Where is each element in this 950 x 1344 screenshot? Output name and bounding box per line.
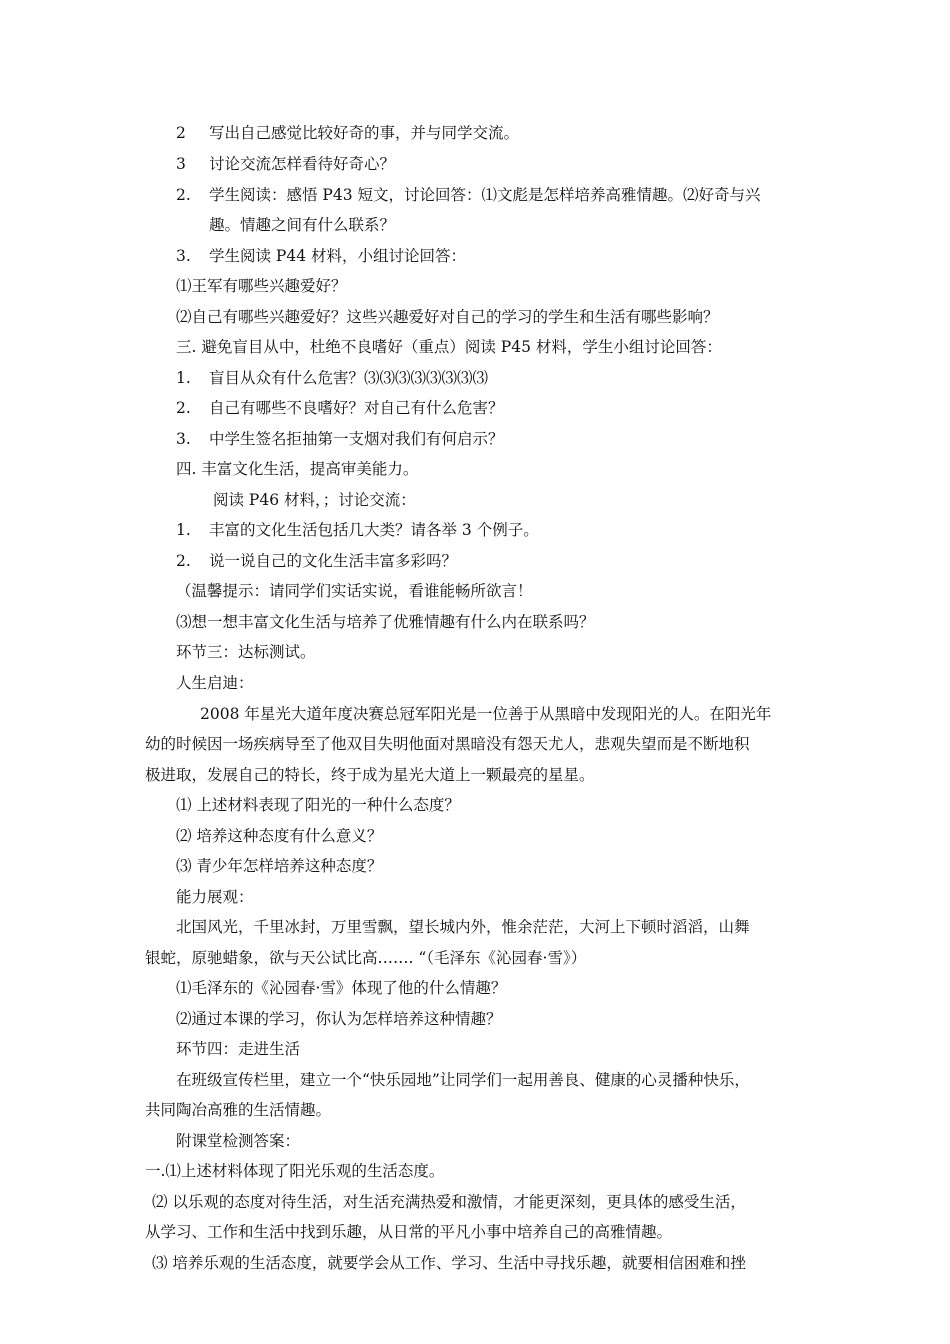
question-line: ⑵通过本课的学习，你认为怎样培养这种情趣？ <box>176 1010 502 1028</box>
text-line: 阅读 P46 材料，；讨论交流： <box>213 491 416 509</box>
list-item: 3. 学生阅读 P44 材料，小组讨论回答： <box>176 247 467 265</box>
text-line: ⑶想一想丰富文化生活与培养了优雅情趣有什么内在联系吗？ <box>176 613 595 631</box>
answer-line: 一.⑴上述材料体现了阳光乐观的生活态度。 <box>145 1162 445 1180</box>
text-line: ⑴王军有哪些兴趣爱好？ <box>176 277 347 295</box>
section-heading: 四. 丰富文化生活，提高审美能力。 <box>176 460 419 478</box>
subheading: 人生启迪： <box>176 674 254 692</box>
paragraph-line: 共同陶冶高雅的生活情趣。 <box>145 1101 332 1119</box>
question-line: ⑴毛泽东的《沁园春·雪》体现了他的什么情趣？ <box>176 979 507 997</box>
question-line: ⑶ 青少年怎样培养这种态度？ <box>176 857 383 875</box>
answer-line: ⑶ 培养乐观的生活态度，就要学会从工作、学习、生活中寻找乐趣，就要相信困难和挫 <box>152 1254 746 1272</box>
paragraph-line: 幼的时候因一场疾病导至了他双目失明他面对黑暗没有怨天尤人，悲观失望而是不断地积 <box>145 735 750 753</box>
text-line: ⑵自己有哪些兴趣爱好？这些兴趣爱好对自己的学习的学生和生活有哪些影响？ <box>176 308 719 326</box>
question-line: ⑵ 培养这种态度有什么意义？ <box>176 827 383 845</box>
answer-line: 从学习、工作和生活中找到乐趣，从日常的平凡小事中培养自己的高雅情趣。 <box>145 1223 673 1241</box>
text-line: （温馨提示：请同学们实话实说，看谁能畅所欲言！ <box>176 582 533 600</box>
paragraph-line: 银蛇，原驰蜡象，欲与天公试比高……. “（毛泽东《沁园春·雪》） <box>145 949 587 967</box>
list-item: 1. 盲目从众有什么危害？⑶⑶⑶⑶⑶⑶⑶⑶ <box>176 369 489 387</box>
paragraph-line: 在班级宣传栏里，建立一个“快乐园地”让同学们一起用善良、健康的心灵播种快乐， <box>176 1071 750 1089</box>
question-line: ⑴ 上述材料表现了阳光的一种什么态度？ <box>176 796 460 814</box>
paragraph-line: 2008 年星光大道年度决赛总冠军阳光是一位善于从黑暗中发现阳光的人。在阳光年 <box>200 705 772 723</box>
paragraph-line: 极进取，发展自己的特长，终于成为星光大道上一颗最亮的星星。 <box>145 766 595 784</box>
list-item: 3. 中学生签名拒抽第一支烟对我们有何启示？ <box>176 430 504 448</box>
list-item: 3 讨论交流怎样看待好奇心？ <box>176 155 396 173</box>
list-item: 2. 自己有哪些不良嗜好？对自己有什么危害？ <box>176 399 504 417</box>
section-heading: 环节三：达标测试。 <box>176 643 316 661</box>
subheading: 附课堂检测答案： <box>176 1132 301 1150</box>
section-heading: 三. 避免盲目从中，杜绝不良嗜好（重点）阅读 P45 材料，学生小组讨论回答： <box>176 338 722 356</box>
list-item: 2 写出自己感觉比较好奇的事，并与同学交流。 <box>176 124 520 142</box>
paragraph-line: 北国风光，千里冰封，万里雪飘，望长城内外，惟余茫茫，大河上下顿时滔滔，山舞 <box>176 918 750 936</box>
section-heading: 环节四：走进生活 <box>176 1040 301 1058</box>
list-item: 2. 学生阅读：感悟 P43 短文，讨论回答：⑴文彪是怎样培养高雅情趣。⑵好奇与兴 <box>176 186 761 204</box>
answer-line: ⑵ 以乐观的态度对待生活，对生活充满热爱和激情，才能更深刻，更具体的感受生活， <box>152 1193 746 1211</box>
text-line: 趣。情趣之间有什么联系？ <box>209 216 396 234</box>
list-item: 2. 说一说自己的文化生活丰富多彩吗？ <box>176 552 458 570</box>
subheading: 能力展观： <box>176 888 254 906</box>
list-item: 1. 丰富的文化生活包括几大类？请各举 3 个例子。 <box>176 521 539 539</box>
